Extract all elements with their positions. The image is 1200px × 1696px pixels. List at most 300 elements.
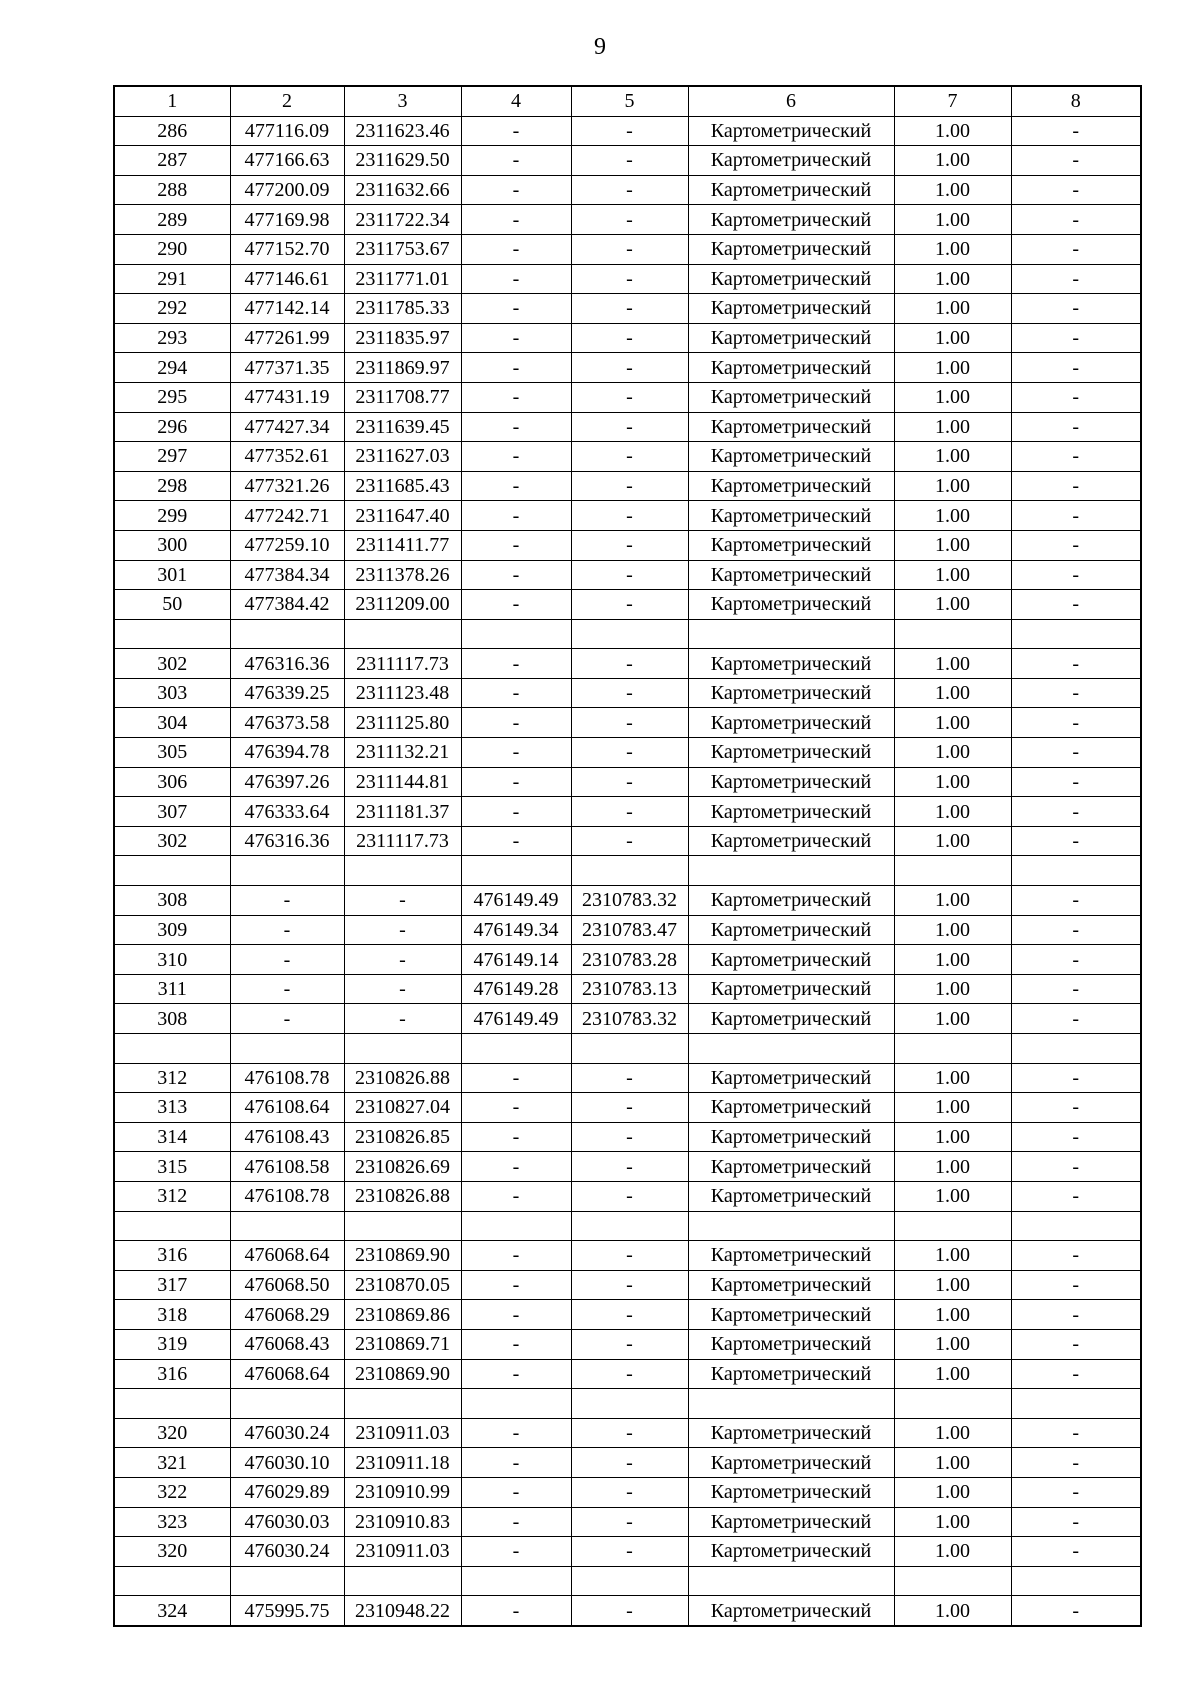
- y-coord-alt-cell: -: [571, 1063, 688, 1093]
- note-cell: -: [1011, 974, 1141, 1004]
- point-number-cell: 50: [114, 590, 230, 620]
- note-cell: -: [1011, 323, 1141, 353]
- y-coord-alt-cell: -: [571, 1477, 688, 1507]
- method-cell: Картометрический: [688, 205, 894, 235]
- table-row: [114, 1477, 1141, 1507]
- y-coord-alt-cell: -: [571, 1359, 688, 1389]
- header-cell-8: 8: [1011, 86, 1141, 116]
- note-cell: [1011, 1566, 1141, 1596]
- note-cell: -: [1011, 501, 1141, 531]
- accuracy-cell: 1.00: [894, 1329, 1011, 1359]
- accuracy-cell: 1.00: [894, 826, 1011, 856]
- table-row: [114, 1004, 1141, 1034]
- y-coord-cell: 2310910.83: [344, 1507, 461, 1537]
- method-cell: Картометрический: [688, 1063, 894, 1093]
- x-coord-cell: 476394.78: [230, 738, 344, 768]
- x-coord-cell: 476068.64: [230, 1241, 344, 1271]
- x-coord-alt-cell: -: [461, 501, 571, 531]
- y-coord-cell: 2310869.90: [344, 1359, 461, 1389]
- x-coord-alt-cell: -: [461, 1152, 571, 1182]
- y-coord-cell: 2311125.80: [344, 708, 461, 738]
- note-cell: -: [1011, 234, 1141, 264]
- x-coord-alt-cell: -: [461, 442, 571, 472]
- point-number-cell: 291: [114, 264, 230, 294]
- note-cell: -: [1011, 1300, 1141, 1330]
- point-number-cell: 314: [114, 1122, 230, 1152]
- table-row: [114, 1122, 1141, 1152]
- y-coord-cell: 2311144.81: [344, 767, 461, 797]
- y-coord-alt-cell: -: [571, 1122, 688, 1152]
- table-row: [114, 1270, 1141, 1300]
- y-coord-alt-cell: -: [571, 146, 688, 176]
- point-number-cell: 299: [114, 501, 230, 531]
- note-cell: -: [1011, 146, 1141, 176]
- method-cell: Картометрический: [688, 560, 894, 590]
- x-coord-alt-cell: -: [461, 1300, 571, 1330]
- point-number-cell: 289: [114, 205, 230, 235]
- y-coord-cell: -: [344, 974, 461, 1004]
- note-cell: -: [1011, 471, 1141, 501]
- accuracy-cell: 1.00: [894, 1477, 1011, 1507]
- table-row: [114, 1181, 1141, 1211]
- x-coord-alt-cell: -: [461, 1122, 571, 1152]
- x-coord-cell: 476108.64: [230, 1093, 344, 1123]
- y-coord-alt-cell: -: [571, 678, 688, 708]
- x-coord-cell: [230, 1389, 344, 1419]
- table-row: [114, 146, 1141, 176]
- note-cell: -: [1011, 1093, 1141, 1123]
- note-cell: -: [1011, 1418, 1141, 1448]
- note-cell: -: [1011, 1181, 1141, 1211]
- point-number-cell: [114, 1034, 230, 1064]
- y-coord-alt-cell: [571, 619, 688, 649]
- y-coord-alt-cell: 2310783.28: [571, 945, 688, 975]
- x-coord-alt-cell: -: [461, 826, 571, 856]
- x-coord-alt-cell: -: [461, 738, 571, 768]
- point-number-cell: 287: [114, 146, 230, 176]
- point-number-cell: 297: [114, 442, 230, 472]
- note-cell: -: [1011, 1359, 1141, 1389]
- y-coord-cell: 2311708.77: [344, 382, 461, 412]
- x-coord-alt-cell: 476149.49: [461, 886, 571, 916]
- spacer-row: [114, 619, 1141, 649]
- x-coord-alt-cell: -: [461, 1329, 571, 1359]
- y-coord-cell: 2311132.21: [344, 738, 461, 768]
- y-coord-cell: 2311632.66: [344, 175, 461, 205]
- x-coord-alt-cell: -: [461, 205, 571, 235]
- point-number-cell: 288: [114, 175, 230, 205]
- point-number-cell: [114, 1566, 230, 1596]
- note-cell: -: [1011, 1448, 1141, 1478]
- x-coord-alt-cell: -: [461, 1241, 571, 1271]
- method-cell: Картометрический: [688, 915, 894, 945]
- table-header-row: [114, 86, 1141, 116]
- x-coord-cell: 476316.36: [230, 826, 344, 856]
- note-cell: -: [1011, 116, 1141, 146]
- point-number-cell: 318: [114, 1300, 230, 1330]
- table-row: [114, 1359, 1141, 1389]
- y-coord-alt-cell: -: [571, 323, 688, 353]
- y-coord-cell: 2310911.03: [344, 1537, 461, 1567]
- x-coord-cell: [230, 1211, 344, 1241]
- x-coord-cell: 477427.34: [230, 412, 344, 442]
- spacer-row: [114, 1566, 1141, 1596]
- y-coord-alt-cell: -: [571, 353, 688, 383]
- y-coord-cell: 2311623.46: [344, 116, 461, 146]
- point-number-cell: 303: [114, 678, 230, 708]
- note-cell: -: [1011, 915, 1141, 945]
- y-coord-cell: 2311753.67: [344, 234, 461, 264]
- method-cell: Картометрический: [688, 1507, 894, 1537]
- y-coord-cell: [344, 619, 461, 649]
- point-number-cell: 316: [114, 1359, 230, 1389]
- note-cell: -: [1011, 1477, 1141, 1507]
- accuracy-cell: 1.00: [894, 323, 1011, 353]
- y-coord-cell: 2311411.77: [344, 530, 461, 560]
- x-coord-cell: [230, 1034, 344, 1064]
- x-coord-alt-cell: [461, 619, 571, 649]
- table-row: [114, 353, 1141, 383]
- accuracy-cell: 1.00: [894, 590, 1011, 620]
- x-coord-alt-cell: [461, 1211, 571, 1241]
- point-number-cell: 322: [114, 1477, 230, 1507]
- x-coord-cell: 476030.24: [230, 1418, 344, 1448]
- table-row: [114, 1329, 1141, 1359]
- x-coord-cell: -: [230, 886, 344, 916]
- accuracy-cell: 1.00: [894, 442, 1011, 472]
- method-cell: Картометрический: [688, 1122, 894, 1152]
- note-cell: -: [1011, 590, 1141, 620]
- y-coord-alt-cell: -: [571, 1093, 688, 1123]
- point-number-cell: 293: [114, 323, 230, 353]
- method-cell: Картометрический: [688, 1418, 894, 1448]
- point-number-cell: 321: [114, 1448, 230, 1478]
- x-coord-alt-cell: -: [461, 1093, 571, 1123]
- note-cell: -: [1011, 1152, 1141, 1182]
- method-cell: Картометрический: [688, 382, 894, 412]
- x-coord-alt-cell: -: [461, 175, 571, 205]
- x-coord-cell: 476030.03: [230, 1507, 344, 1537]
- note-cell: -: [1011, 767, 1141, 797]
- point-number-cell: 298: [114, 471, 230, 501]
- y-coord-cell: 2310911.18: [344, 1448, 461, 1478]
- accuracy-cell: 1.00: [894, 1270, 1011, 1300]
- table-row: [114, 264, 1141, 294]
- note-cell: -: [1011, 826, 1141, 856]
- y-coord-alt-cell: -: [571, 1152, 688, 1182]
- method-cell: Картометрический: [688, 175, 894, 205]
- method-cell: Картометрический: [688, 649, 894, 679]
- x-coord-cell: 476108.78: [230, 1181, 344, 1211]
- method-cell: Картометрический: [688, 1093, 894, 1123]
- y-coord-alt-cell: 2310783.32: [571, 1004, 688, 1034]
- x-coord-cell: [230, 1566, 344, 1596]
- y-coord-alt-cell: [571, 1034, 688, 1064]
- x-coord-alt-cell: -: [461, 1359, 571, 1389]
- x-coord-alt-cell: -: [461, 1477, 571, 1507]
- table-row: [114, 471, 1141, 501]
- method-cell: Картометрический: [688, 945, 894, 975]
- x-coord-alt-cell: 476149.28: [461, 974, 571, 1004]
- accuracy-cell: 1.00: [894, 175, 1011, 205]
- header-cell-5: 5: [571, 86, 688, 116]
- x-coord-cell: 476068.29: [230, 1300, 344, 1330]
- accuracy-cell: 1.00: [894, 1418, 1011, 1448]
- table-row: [114, 116, 1141, 146]
- y-coord-alt-cell: 2310783.13: [571, 974, 688, 1004]
- method-cell: Картометрический: [688, 1270, 894, 1300]
- method-cell: Картометрический: [688, 826, 894, 856]
- note-cell: -: [1011, 945, 1141, 975]
- method-cell: Картометрический: [688, 590, 894, 620]
- method-cell: Картометрический: [688, 116, 894, 146]
- header-cell-6: 6: [688, 86, 894, 116]
- x-coord-cell: 476316.36: [230, 649, 344, 679]
- x-coord-alt-cell: -: [461, 649, 571, 679]
- accuracy-cell: 1.00: [894, 1596, 1011, 1626]
- point-number-cell: 319: [114, 1329, 230, 1359]
- note-cell: -: [1011, 1241, 1141, 1271]
- x-coord-cell: -: [230, 945, 344, 975]
- point-number-cell: [114, 856, 230, 886]
- x-coord-alt-cell: -: [461, 1537, 571, 1567]
- y-coord-cell: -: [344, 915, 461, 945]
- y-coord-cell: 2311785.33: [344, 294, 461, 324]
- x-coord-cell: 477200.09: [230, 175, 344, 205]
- table-row: [114, 767, 1141, 797]
- point-number-cell: 306: [114, 767, 230, 797]
- y-coord-alt-cell: -: [571, 530, 688, 560]
- point-number-cell: 305: [114, 738, 230, 768]
- note-cell: -: [1011, 1596, 1141, 1626]
- accuracy-cell: 1.00: [894, 382, 1011, 412]
- point-number-cell: 324: [114, 1596, 230, 1626]
- method-cell: Картометрический: [688, 974, 894, 1004]
- accuracy-cell: 1.00: [894, 738, 1011, 768]
- table-row: [114, 1537, 1141, 1567]
- x-coord-cell: 476108.78: [230, 1063, 344, 1093]
- x-coord-cell: -: [230, 974, 344, 1004]
- table-row: [114, 649, 1141, 679]
- accuracy-cell: 1.00: [894, 471, 1011, 501]
- table-row: [114, 530, 1141, 560]
- x-coord-alt-cell: -: [461, 590, 571, 620]
- x-coord-alt-cell: -: [461, 294, 571, 324]
- point-number-cell: 308: [114, 1004, 230, 1034]
- accuracy-cell: [894, 1034, 1011, 1064]
- y-coord-alt-cell: -: [571, 442, 688, 472]
- y-coord-cell: 2310948.22: [344, 1596, 461, 1626]
- method-cell: Картометрический: [688, 738, 894, 768]
- method-cell: Картометрический: [688, 442, 894, 472]
- note-cell: -: [1011, 1063, 1141, 1093]
- method-cell: [688, 619, 894, 649]
- y-coord-cell: 2310826.88: [344, 1063, 461, 1093]
- point-number-cell: 311: [114, 974, 230, 1004]
- point-number-cell: [114, 1389, 230, 1419]
- table-row: [114, 1152, 1141, 1182]
- method-cell: Картометрический: [688, 708, 894, 738]
- accuracy-cell: 1.00: [894, 797, 1011, 827]
- coordinates-table: [113, 85, 1142, 1627]
- method-cell: Картометрический: [688, 323, 894, 353]
- accuracy-cell: [894, 619, 1011, 649]
- y-coord-cell: 2310826.85: [344, 1122, 461, 1152]
- y-coord-alt-cell: [571, 1566, 688, 1596]
- note-cell: [1011, 1389, 1141, 1419]
- point-number-cell: 315: [114, 1152, 230, 1182]
- y-coord-cell: 2310911.03: [344, 1418, 461, 1448]
- method-cell: Картометрический: [688, 530, 894, 560]
- x-coord-cell: 476068.50: [230, 1270, 344, 1300]
- method-cell: Картометрический: [688, 412, 894, 442]
- note-cell: -: [1011, 1270, 1141, 1300]
- x-coord-alt-cell: -: [461, 1270, 571, 1300]
- accuracy-cell: 1.00: [894, 886, 1011, 916]
- y-coord-cell: 2311771.01: [344, 264, 461, 294]
- table-row: [114, 1596, 1141, 1626]
- point-number-cell: 309: [114, 915, 230, 945]
- table-row: [114, 708, 1141, 738]
- accuracy-cell: 1.00: [894, 234, 1011, 264]
- table-row: [114, 323, 1141, 353]
- x-coord-cell: 477146.61: [230, 264, 344, 294]
- y-coord-alt-cell: -: [571, 471, 688, 501]
- method-cell: Картометрический: [688, 1329, 894, 1359]
- note-cell: -: [1011, 738, 1141, 768]
- note-cell: -: [1011, 412, 1141, 442]
- x-coord-cell: 477321.26: [230, 471, 344, 501]
- x-coord-alt-cell: -: [461, 146, 571, 176]
- note-cell: -: [1011, 886, 1141, 916]
- y-coord-cell: 2311869.97: [344, 353, 461, 383]
- point-number-cell: 308: [114, 886, 230, 916]
- x-coord-cell: 477142.14: [230, 294, 344, 324]
- accuracy-cell: 1.00: [894, 294, 1011, 324]
- table-row: [114, 915, 1141, 945]
- note-cell: -: [1011, 294, 1141, 324]
- y-coord-cell: [344, 1566, 461, 1596]
- x-coord-cell: 477384.42: [230, 590, 344, 620]
- table-row: [114, 738, 1141, 768]
- note-cell: -: [1011, 1507, 1141, 1537]
- x-coord-alt-cell: -: [461, 1596, 571, 1626]
- header-cell-3: 3: [344, 86, 461, 116]
- x-coord-cell: 477242.71: [230, 501, 344, 531]
- page-number: 9: [594, 34, 606, 60]
- x-coord-alt-cell: -: [461, 412, 571, 442]
- accuracy-cell: 1.00: [894, 1122, 1011, 1152]
- accuracy-cell: 1.00: [894, 1241, 1011, 1271]
- method-cell: [688, 1211, 894, 1241]
- x-coord-cell: 477166.63: [230, 146, 344, 176]
- y-coord-alt-cell: -: [571, 234, 688, 264]
- x-coord-cell: -: [230, 1004, 344, 1034]
- point-number-cell: 286: [114, 116, 230, 146]
- spacer-row: [114, 1034, 1141, 1064]
- y-coord-alt-cell: -: [571, 1241, 688, 1271]
- method-cell: Картометрический: [688, 1477, 894, 1507]
- note-cell: -: [1011, 1004, 1141, 1034]
- table-row: [114, 412, 1141, 442]
- spacer-row: [114, 856, 1141, 886]
- method-cell: Картометрический: [688, 1537, 894, 1567]
- y-coord-alt-cell: 2310783.32: [571, 886, 688, 916]
- x-coord-alt-cell: -: [461, 678, 571, 708]
- y-coord-cell: [344, 856, 461, 886]
- spacer-row: [114, 1211, 1141, 1241]
- x-coord-alt-cell: -: [461, 1181, 571, 1211]
- method-cell: [688, 1389, 894, 1419]
- accuracy-cell: 1.00: [894, 501, 1011, 531]
- accuracy-cell: 1.00: [894, 205, 1011, 235]
- x-coord-alt-cell: [461, 856, 571, 886]
- x-coord-alt-cell: 476149.14: [461, 945, 571, 975]
- header-cell-2: 2: [230, 86, 344, 116]
- y-coord-alt-cell: -: [571, 797, 688, 827]
- accuracy-cell: [894, 1566, 1011, 1596]
- x-coord-alt-cell: [461, 1034, 571, 1064]
- y-coord-alt-cell: -: [571, 382, 688, 412]
- method-cell: [688, 1566, 894, 1596]
- table-row: [114, 294, 1141, 324]
- method-cell: Картометрический: [688, 797, 894, 827]
- y-coord-alt-cell: -: [571, 560, 688, 590]
- method-cell: Картометрический: [688, 886, 894, 916]
- y-coord-alt-cell: -: [571, 1181, 688, 1211]
- accuracy-cell: 1.00: [894, 1152, 1011, 1182]
- y-coord-cell: 2311209.00: [344, 590, 461, 620]
- note-cell: [1011, 1034, 1141, 1064]
- y-coord-alt-cell: -: [571, 1596, 688, 1626]
- note-cell: -: [1011, 264, 1141, 294]
- accuracy-cell: [894, 1211, 1011, 1241]
- x-coord-cell: -: [230, 915, 344, 945]
- x-coord-cell: 476339.25: [230, 678, 344, 708]
- y-coord-cell: 2310826.88: [344, 1181, 461, 1211]
- point-number-cell: 304: [114, 708, 230, 738]
- note-cell: -: [1011, 442, 1141, 472]
- y-coord-cell: -: [344, 1004, 461, 1034]
- accuracy-cell: 1.00: [894, 1537, 1011, 1567]
- x-coord-cell: [230, 619, 344, 649]
- y-coord-alt-cell: -: [571, 501, 688, 531]
- point-number-cell: 301: [114, 560, 230, 590]
- accuracy-cell: 1.00: [894, 1093, 1011, 1123]
- note-cell: -: [1011, 175, 1141, 205]
- x-coord-cell: 477352.61: [230, 442, 344, 472]
- accuracy-cell: 1.00: [894, 1004, 1011, 1034]
- point-number-cell: 313: [114, 1093, 230, 1123]
- y-coord-cell: 2310910.99: [344, 1477, 461, 1507]
- x-coord-alt-cell: -: [461, 1063, 571, 1093]
- y-coord-cell: 2311181.37: [344, 797, 461, 827]
- table-row: [114, 442, 1141, 472]
- y-coord-cell: 2311722.34: [344, 205, 461, 235]
- y-coord-alt-cell: -: [571, 649, 688, 679]
- x-coord-alt-cell: -: [461, 767, 571, 797]
- y-coord-alt-cell: -: [571, 294, 688, 324]
- y-coord-alt-cell: [571, 856, 688, 886]
- table-row: [114, 826, 1141, 856]
- x-coord-cell: 477169.98: [230, 205, 344, 235]
- header-cell-7: 7: [894, 86, 1011, 116]
- y-coord-alt-cell: -: [571, 1329, 688, 1359]
- header-cell-1: 1: [114, 86, 230, 116]
- y-coord-cell: -: [344, 945, 461, 975]
- point-number-cell: [114, 1211, 230, 1241]
- x-coord-alt-cell: -: [461, 1418, 571, 1448]
